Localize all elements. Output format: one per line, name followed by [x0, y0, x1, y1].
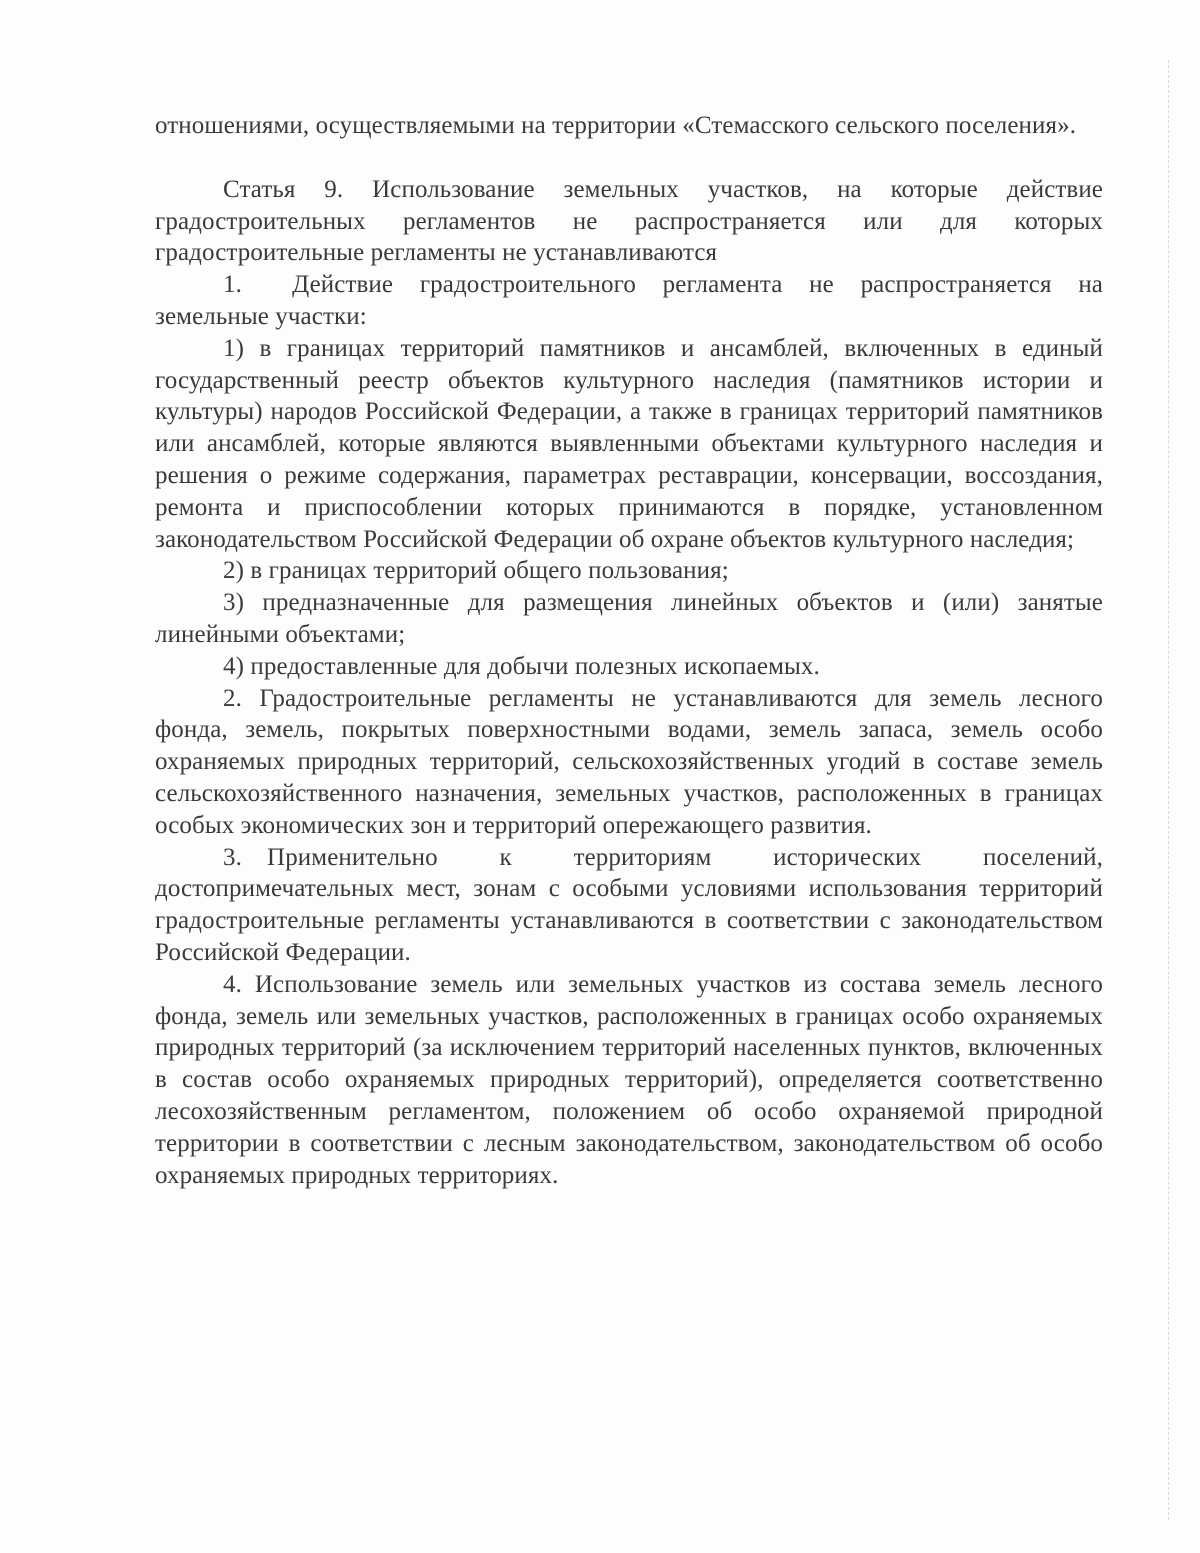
article-9-heading: Статья 9. Использование земельных участков, на которые действие градостроительных регламентов не распространяется или для которых градостроительные регламенты не устанавливаются — [155, 175, 1103, 267]
clause-3: 3. Применительно к территориям исторических поселений, достопримечательных мест, зонам с особыми условиями использования территорий градостроительные регламенты устанавливаются в соответствии с законодательством Российской Федерации. — [155, 843, 1103, 966]
clause-1-item-4: 4) предоставленные для добычи полезных ископаемых. — [223, 652, 820, 680]
paragraph-gap — [155, 142, 1103, 174]
clause-2: 2. Градостроительные регламенты не устанавливаются для земель лесного фонда, земель, покрытых поверхностными водами, земель запаса, земель особо охраняемых природных территорий, сельскохозяйственных угодий в составе земель сельскохозяйственного назначения, земельных участков, расположенных в границах особых экономических зон и территорий опережающего развития. — [155, 684, 1103, 839]
clause-4: 4. Использование земель или земельных участков из состава земель лесного фонда, земель или земельных участков, расположенных в границах особо охраняемых природных территорий (за исключением территорий населенных пунктов, включенных в состав особо охраняемых природных территорий), определяется соответственно лесохозяйственным регламентом, положением об особо охраняемой природной территории в соответствии с лесным законодательством, законодательством об особо охраняемых природных территориях. — [155, 970, 1103, 1189]
clause-1-item-3: 3) предназначенные для размещения линейных объектов и (или) занятые линейными объектами; — [155, 589, 1103, 648]
clause-1-item-1: 1) в границах территорий памятников и ансамблей, включенных в единый государственный реестр объектов культурного наследия (памятников истории и культуры) народов Российской Федерации, а также в границах территорий памятников или ансамблей, которые являются выявленными объектами культурного наследия и решения о режиме содержания, параметрах реставрации, консервации, воссоздания, ремонта и приспособлении которых принимаются в порядке, установленном законодательством Российской Федерации об охране объектов культурного наследия; — [155, 334, 1103, 553]
clause-1-item-2: 2) в границах территорий общего пользования; — [223, 557, 729, 585]
document-body — [155, 110, 1103, 1191]
scan-edge-artifact — [1168, 60, 1169, 1520]
paragraph-continuation: отношениями, осуществляемыми на территории «Стемасского сельского поселения». — [155, 112, 1077, 139]
clause-1: 1. Действие градостроительного регламента не распространяется на земельные участки: — [155, 271, 1103, 330]
